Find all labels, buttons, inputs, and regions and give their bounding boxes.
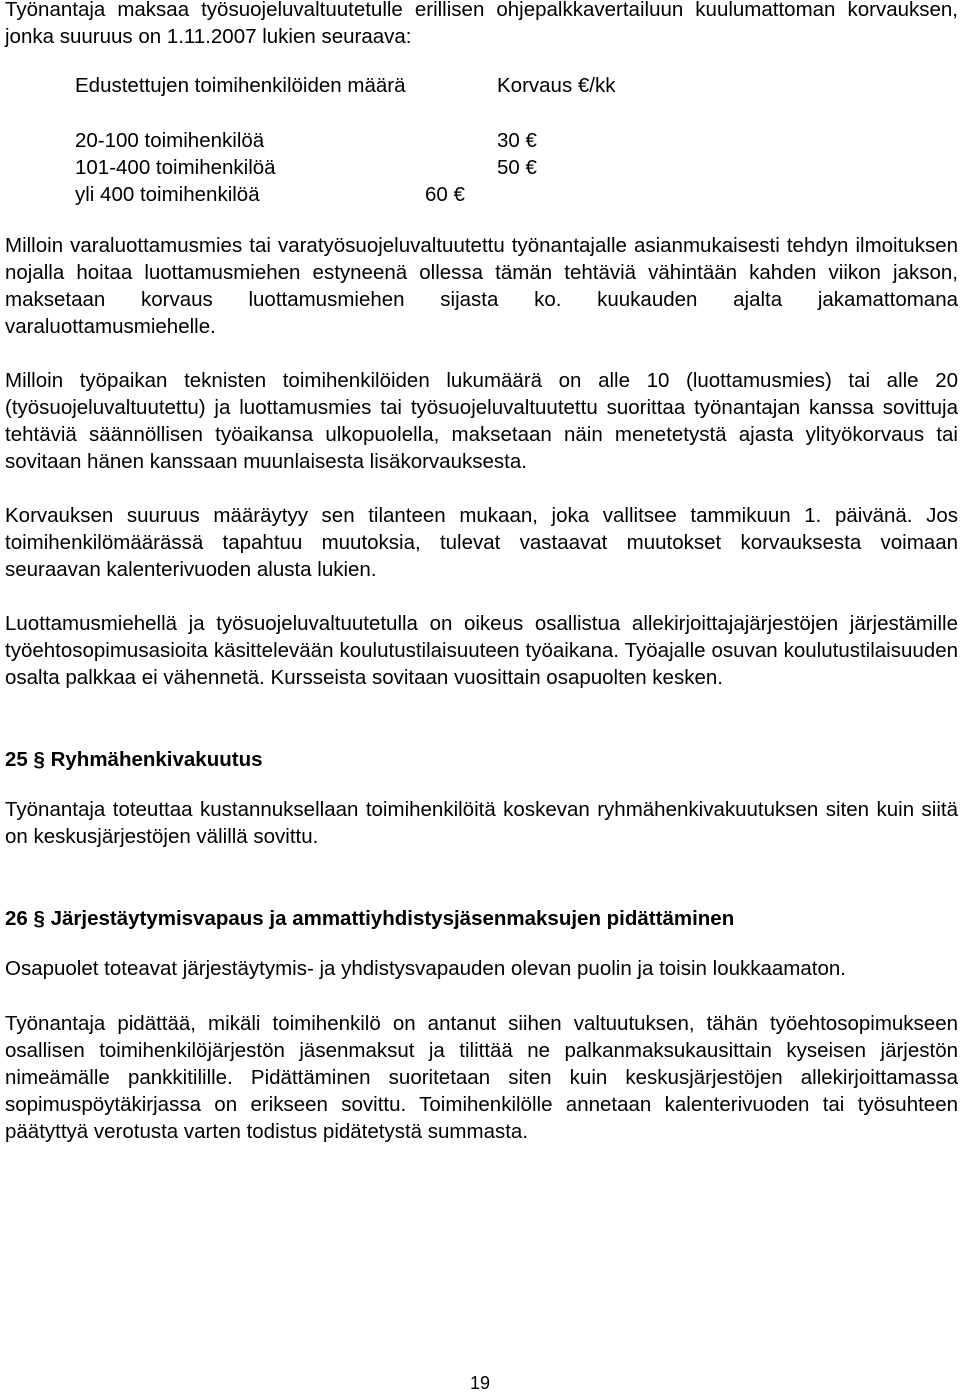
table-row-label: 20-100 toimihenkilöä [75,129,265,152]
table-row-label: 101-400 toimihenkilöä [75,156,276,179]
table-row-value: 60 € [425,183,465,206]
table-row-label: yli 400 toimihenkilöä [75,183,260,206]
paragraph-amount-determination: Korvauksen suuruus määräytyy sen tilanteen mukaan, joka vallitsee tammikuun 1. päivänä. Jos toimihenkilömäärässä tapahtuu muutoksia, tulevat vastaavat muutokset korvauksesta voimaan seuraavan kalenterivuoden alusta lukien. [5,504,958,581]
section-26-text-2: Työnantaja pidättää, mikäli toimihenkilö on antanut siihen valtuutuksen, tähän työehtosopimukseen osallisen toimihenkilöjärjestön jäsenmaksut ja tilittää ne palkanmaksukausittain kyseisen järjestön nimeämälle pankkitilille. Pidättäminen suoritetaan siten kuin keskusjärjestöjen allekirjoittamassa sopimuspöytäkirjassa on erikseen sovittu. Toimihenkilölle annetaan kalenterivuoden tai työsuhteen päätyttyä verotusta varten todistus pidätetystä summasta. [5,1012,958,1143]
table-row-value: 50 € [497,156,537,179]
compensation-table [5,72,958,232]
section-26-heading: 26 § Järjestäytymisvapaus ja ammattiyhdistysjäsenmaksujen pidättäminen [5,907,735,930]
page-number: 19 [469,1373,491,1393]
section-26-text-1: Osapuolet toteavat järjestäytymis- ja yhdistysvapauden olevan puolin ja toisin loukkaamaton. [5,957,846,980]
table-header-compensation: Korvaus €/kk [497,74,616,97]
section-25-heading: 25 § Ryhmähenkivakuutus [5,748,263,771]
table-row-value: 30 € [497,129,537,152]
paragraph-substitute-rep: Milloin varaluottamusmies tai varatyösuojeluvaltuutettu työnantajalle asianmukaisesti tehdyn ilmoituksen nojalla hoitaa luottamusmiehen estyneenä ollessa tämän tehtäviä vähintään kahden viikon jakson, maksetaan korvaus luottamusmiehen sijasta ko. kuukauden ajalta jakamattomana varaluottamusmiehelle. [5,234,958,338]
table-header-count: Edustettujen toimihenkilöiden määrä [75,74,406,97]
paragraph-small-workplace: Milloin työpaikan teknisten toimihenkilöiden lukumäärä on alle 10 (luottamusmies) tai alle 20 (työsuojeluvaltuutettu) ja luottamusmies tai työsuojeluvaltuutettu suorittaa työnantajan kanssa sovittuja tehtäviä säännöllisen työaikansa ulkopuolella, maksetaan näin menetetystä ajasta ylityökorvaus tai sovitaan hänen kanssaan muunlaisesta lisäkorvauksesta. [5,369,958,473]
document-page [5,0,958,1145]
paragraph-training: Luottamusmiehellä ja työsuojeluvaltuutetulla on oikeus osallistua allekirjoittajajärjestöjen järjestämille työehtosopimusasioita käsittelevään koulutustilaisuuteen työaikana. Työajalle osuvan koulutustilaisuuden osalta palkkaa ei vähennetä. Kursseista sovitaan vuosittain osapuolten kesken. [5,612,958,689]
section-25-text: Työnantaja toteuttaa kustannuksellaan toimihenkilöitä koskevan ryhmähenkivakuutuksen siten kuin siitä on keskusjärjestöjen välillä sovittu. [5,798,958,848]
intro-paragraph: Työnantaja maksaa työsuojeluvaltuutetulle erillisen ohjepalkkavertailuun kuulumattoman korvauksen, jonka suuruus on 1.11.2007 lukien seuraava: [5,0,958,48]
